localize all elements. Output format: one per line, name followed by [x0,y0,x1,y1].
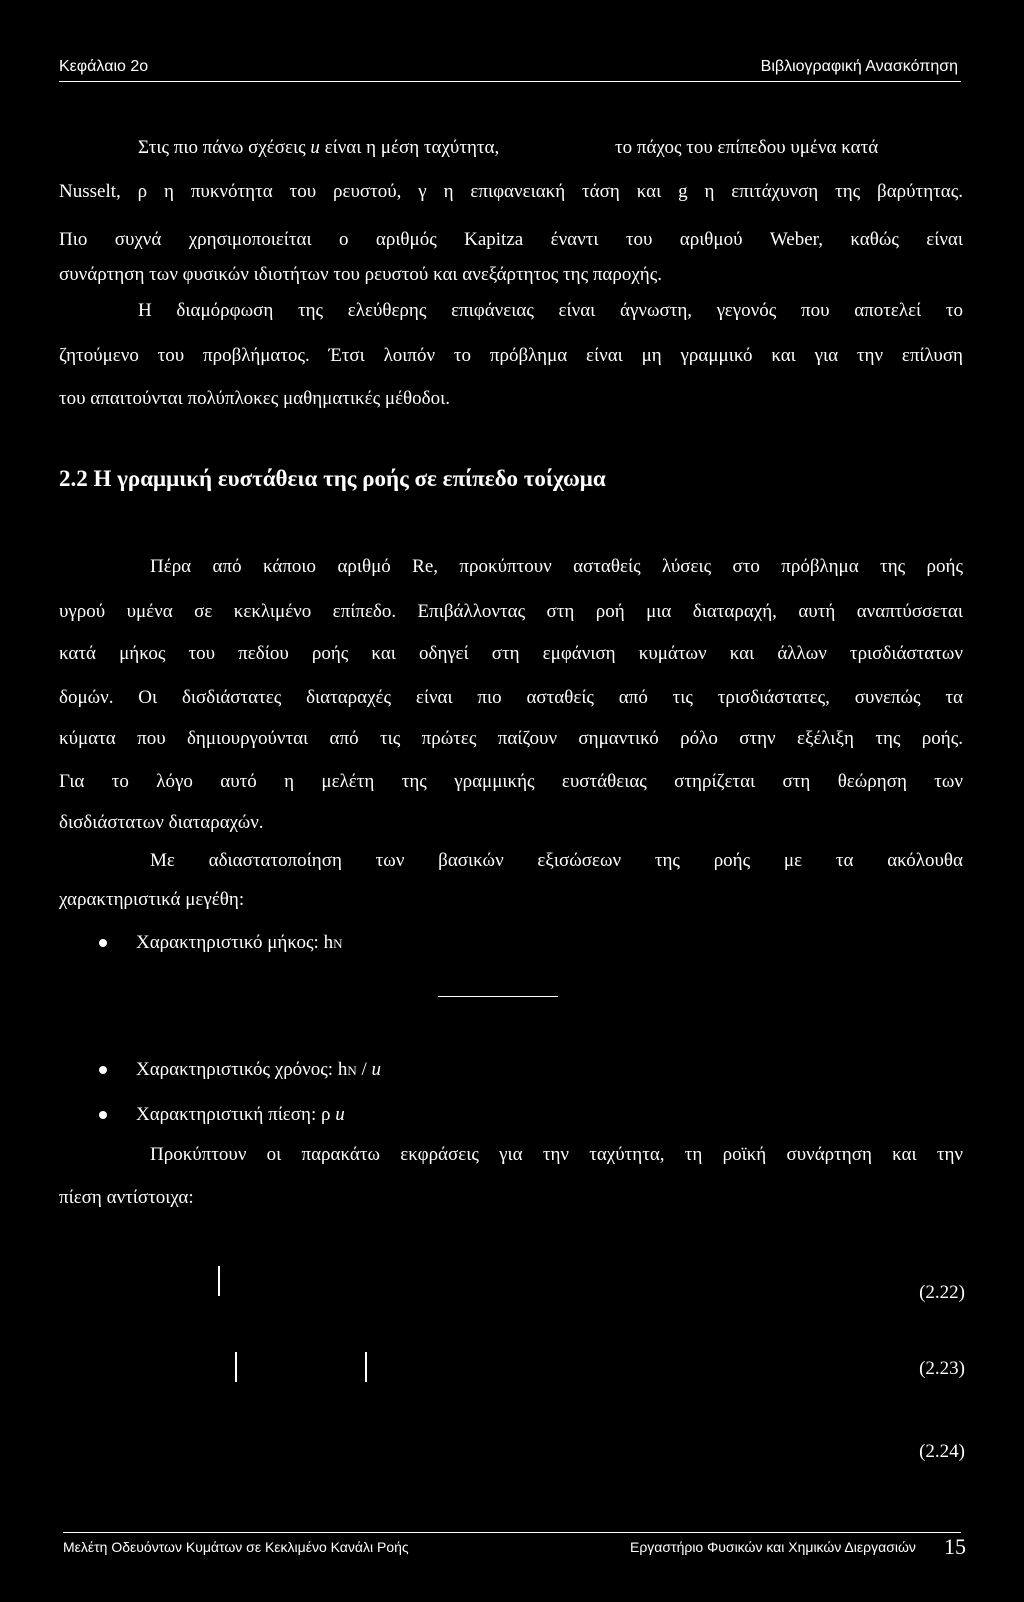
equation-number-2-23: (2.23) [919,1358,965,1379]
bullet-dot [99,1111,107,1119]
equation-bracket [218,1266,220,1296]
intro-line-7: του απαιτούνται πολύπλοκες μαθηματικές μέθοδοι. [59,388,450,409]
symbol-u: u [335,1104,345,1125]
equation-number-2-24: (2.24) [919,1441,965,1462]
running-header-chapter: Κεφάλαιο 2ο [59,58,149,75]
body-line-2: υγρού υμένα σε κεκλιμένο επίπεδο. Επιβάλλοντας στη ροή μια διαταραχή, αυτή αναπτύσσεται [59,601,963,622]
page-number: 15 [944,1534,966,1559]
intro-line-1b: είναι η μέση ταχύτητα, [319,137,500,158]
body-line-6: Για το λόγο αυτό η μελέτη της γραμμικής ευστάθειας στηρίζεται στη θεώρηση των [59,771,963,792]
body-line-3: κατά μήκος του πεδίου ροής και οδηγεί στη εμφάνιση κυμάτων και άλλων τρισδιάστατων [59,643,963,664]
after-line-2: πίεση αντίστοιχα: [59,1187,194,1208]
body-line-1: Πέρα από κάποιο αριθμό Re, προκύπτουν ασταθείς λύσεις στο πρόβλημα της ροής [150,556,963,577]
intro-line-5: Η διαμόρφωση της ελεύθερης επιφάνειας είναι άγνωστη, γεγονός που αποτελεί το [138,300,963,321]
body-line-7: δισδιάστατων διαταραχών. [59,812,264,833]
body-line-9: χαρακτηριστικά μεγέθη: [59,889,245,910]
footer-lab: Εργαστήριο Φυσικών και Χημικών Διεργασιών [630,1539,916,1555]
slash: / [356,1059,372,1080]
symbol-u: u [310,137,320,158]
bullet-label: Χαρακτηριστικό μήκος: h [136,932,334,953]
body-line-8: Με αδιαστατοποίηση των βασικών εξισώσεων της ροής με τα ακόλουθα [150,850,963,871]
bullet-characteristic-length [136,931,342,956]
bullet-label: Χαρακτηριστική πίεση: ρ [136,1104,336,1125]
equation-bracket [365,1352,367,1382]
bullet-label: Χαρακτηριστικός χρόνος: h [136,1059,348,1080]
running-header-section: Βιβλιογραφική Ανασκόπηση [760,58,958,75]
header-rule [59,81,961,82]
intro-line-1c: το πάχος του επίπεδου υμένα κατά [615,137,879,158]
intro-line-6: ζητούμενο του προβλήματος. Έτσι λοιπόν το πρόβλημα είναι μη γραμμικό και για την επίλυση [59,345,963,366]
bullet-characteristic-pressure [136,1103,345,1127]
intro-line-1 [138,136,963,160]
bullet-dot [99,939,107,947]
equation-number-2-22: (2.22) [919,1282,965,1303]
body-line-5: κύματα που δημιουργούνται από τις πρώτες παίζουν σημαντικό ρόλο στην εξέλιξη της ροής. [59,728,963,749]
footer-title: Μελέτη Οδευόντων Κυμάτων σε Κεκλιμένο Κανάλι Ροής [63,1539,409,1555]
intro-line-2: Nusselt, ρ η πυκνότητα του ρευστού, γ η επιφανειακή τάση και g η επιτάχυνση της βαρύτητας. [59,181,963,202]
bullet-characteristic-time [136,1058,381,1083]
footer-rule [63,1532,961,1533]
symbol-u: u [371,1059,382,1080]
section-heading: 2.2 Η γραμμική ευστάθεια της ροής σε επίπεδο τοίχωμα [59,466,606,491]
bullet-dot [99,1066,107,1074]
body-line-4: δομών. Οι δισδιάστατες διαταραχές είναι πιο ασταθείς από τις τρισδιάστατες, συνεπώς τα [59,687,963,708]
equation-bracket [235,1352,237,1382]
intro-line-4: συνάρτηση των φυσικών ιδιοτήτων του ρευστού και ανεξάρτητος της παροχής. [59,264,663,285]
subscript-n: N [347,1063,357,1078]
subscript-n: N [333,936,343,951]
intro-line-1a: Στις πιο πάνω σχέσεις [138,137,311,158]
short-rule [438,996,558,997]
after-line-1: Προκύπτουν οι παρακάτω εκφράσεις για την ταχύτητα, τη ροϊκή συνάρτηση και την [150,1144,963,1165]
intro-line-3: Πιο συχνά χρησιμοποιείται ο αριθμός Kapitza έναντι του αριθμού Weber, καθώς είναι [59,229,963,250]
